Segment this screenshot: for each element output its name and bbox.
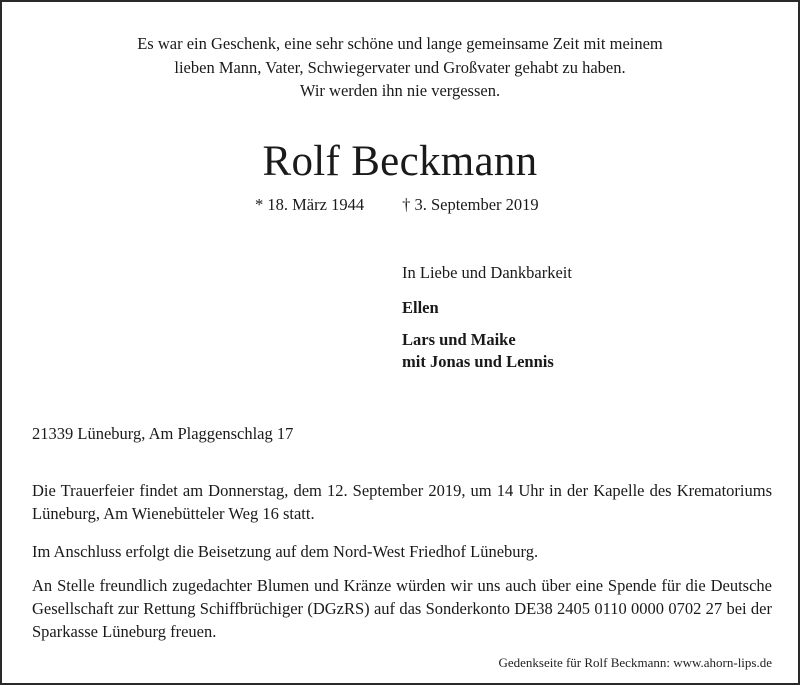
intro-text (2, 32, 798, 103)
family-member: Lars und Maike (402, 330, 516, 349)
family-member: mit Jonas und Lennis (402, 352, 554, 371)
intro-line: Es war ein Geschenk, eine sehr schöne und lange gemeinsame Zeit mit meinem (137, 34, 663, 53)
funeral-notice: Die Trauerfeier findet am Donnerstag, dem 12. September 2019, um 14 Uhr in der Kapelle des Krematoriums Lüneburg, Am Wienebütteler Weg 16 statt. (32, 481, 772, 523)
intro-line: lieben Mann, Vater, Schwiegervater und Großvater gehabt zu haben. (174, 57, 626, 77)
life-dates (255, 194, 539, 216)
family-address: 21339 Lüneburg, Am Plaggenschlag 17 (32, 424, 294, 443)
deceased-name: Rolf Beckmann (262, 138, 538, 185)
intro-line: Wir werden ihn nie vergessen. (299, 81, 501, 100)
family-greeting: In Liebe und Dankbarkeit (402, 263, 572, 282)
burial-notice: Im Anschluss erfolgt die Beisetzung auf dem Nord-West Friedhof Lüneburg. (32, 542, 539, 561)
family-signature (402, 262, 572, 373)
death-date: † 3. September 2019 (402, 195, 539, 214)
memorial-page-link[interactable]: Gedenkseite für Rolf Beckmann: www.ahorn-lips.de (498, 655, 772, 670)
spacer (402, 319, 572, 329)
donation-notice: An Stelle freundlich zugedachter Blumen und Kränze würden wir uns auch über eine Spende für die Deutsche Gesellschaft zur Rettung Schiffbrüchiger (DGzRS) auf das Sonderkonto DE38 2405 0110 0000 0702 27 bei der Sparkasse Lüneburg freuen. (32, 576, 772, 641)
family-member: Ellen (402, 298, 439, 317)
birth-date: * 18. März 1944 (255, 195, 365, 214)
